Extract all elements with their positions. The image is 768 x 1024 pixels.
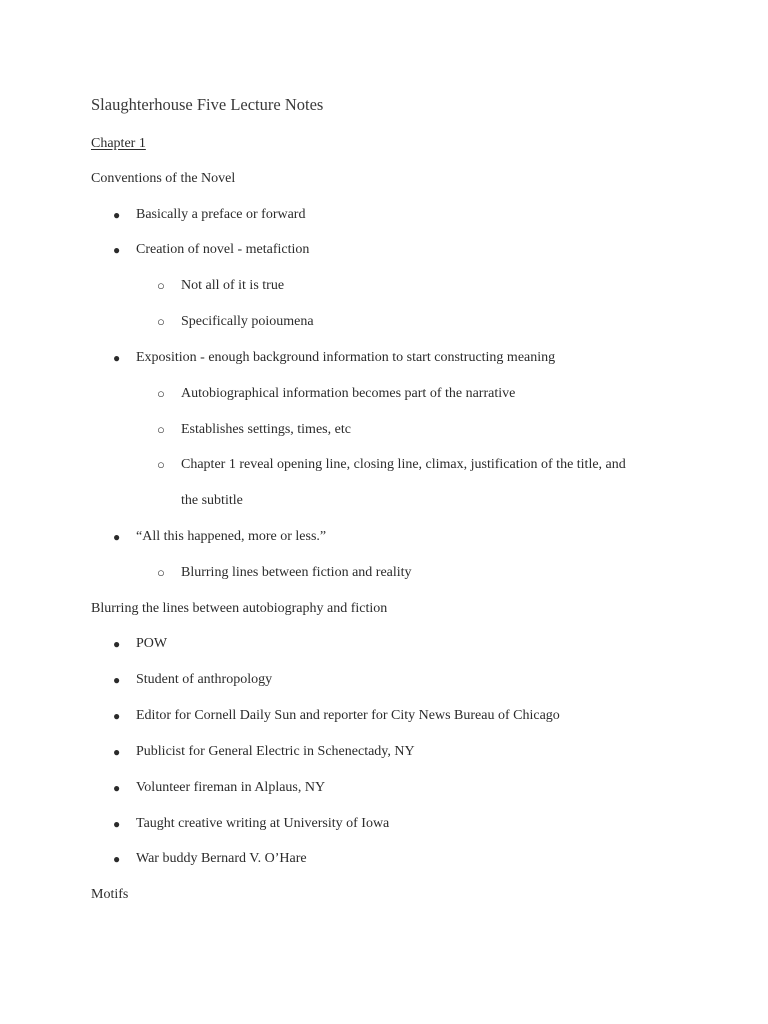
bullet-marker: ● bbox=[113, 709, 121, 723]
section-heading-motifs: Motifs bbox=[91, 887, 129, 902]
bullet-marker: ● bbox=[113, 208, 121, 222]
list-item: Volunteer fireman in Alplaus, NY bbox=[136, 780, 326, 795]
bullet-marker: ● bbox=[113, 781, 121, 795]
list-item: “All this happened, more or less.” bbox=[136, 529, 327, 544]
list-item: War buddy Bernard V. O’Hare bbox=[136, 851, 307, 866]
list-item: Publicist for General Electric in Schenectady, NY bbox=[136, 744, 415, 759]
chapter-heading: Chapter 1 bbox=[91, 136, 146, 151]
bullet-marker: ● bbox=[113, 745, 121, 759]
bullet-marker: ● bbox=[113, 243, 121, 257]
bullet-marker: ● bbox=[113, 351, 121, 365]
sub-bullet-marker: ○ bbox=[157, 314, 165, 329]
list-item: Autobiographical information becomes part of the narrative bbox=[181, 386, 516, 401]
bullet-marker: ● bbox=[113, 530, 121, 544]
bullet-marker: ● bbox=[113, 673, 121, 687]
list-item: Creation of novel - metafiction bbox=[136, 242, 310, 257]
section-heading-conventions: Conventions of the Novel bbox=[91, 171, 236, 186]
sub-bullet-marker: ○ bbox=[157, 386, 165, 401]
list-item: Not all of it is true bbox=[181, 278, 285, 293]
list-item: Basically a preface or forward bbox=[136, 207, 306, 222]
bullet-marker: ● bbox=[113, 852, 121, 866]
list-item: Blurring lines between fiction and reality bbox=[181, 565, 412, 580]
list-item: Specifically poioumena bbox=[181, 314, 314, 329]
bullet-marker: ● bbox=[113, 817, 121, 831]
list-item: Establishes settings, times, etc bbox=[181, 422, 351, 437]
bullet-marker: ● bbox=[113, 637, 121, 651]
list-item: Exposition - enough background information to start constructing meaning bbox=[136, 350, 556, 365]
list-item: Taught creative writing at University of Iowa bbox=[136, 816, 390, 831]
document-title: Slaughterhouse Five Lecture Notes bbox=[91, 95, 324, 114]
sub-bullet-marker: ○ bbox=[157, 422, 165, 437]
list-item: Chapter 1 reveal opening line, closing line, climax, justification of the title, and bbox=[181, 457, 626, 472]
list-item: Student of anthropology bbox=[136, 672, 273, 687]
sub-bullet-marker: ○ bbox=[157, 278, 165, 293]
list-item-continuation: the subtitle bbox=[181, 493, 243, 508]
sub-bullet-marker: ○ bbox=[157, 457, 165, 472]
section-heading-blurring: Blurring the lines between autobiography and fiction bbox=[91, 601, 388, 616]
list-item: Editor for Cornell Daily Sun and reporter for City News Bureau of Chicago bbox=[136, 708, 560, 723]
list-item: POW bbox=[136, 636, 168, 651]
sub-bullet-marker: ○ bbox=[157, 565, 165, 580]
